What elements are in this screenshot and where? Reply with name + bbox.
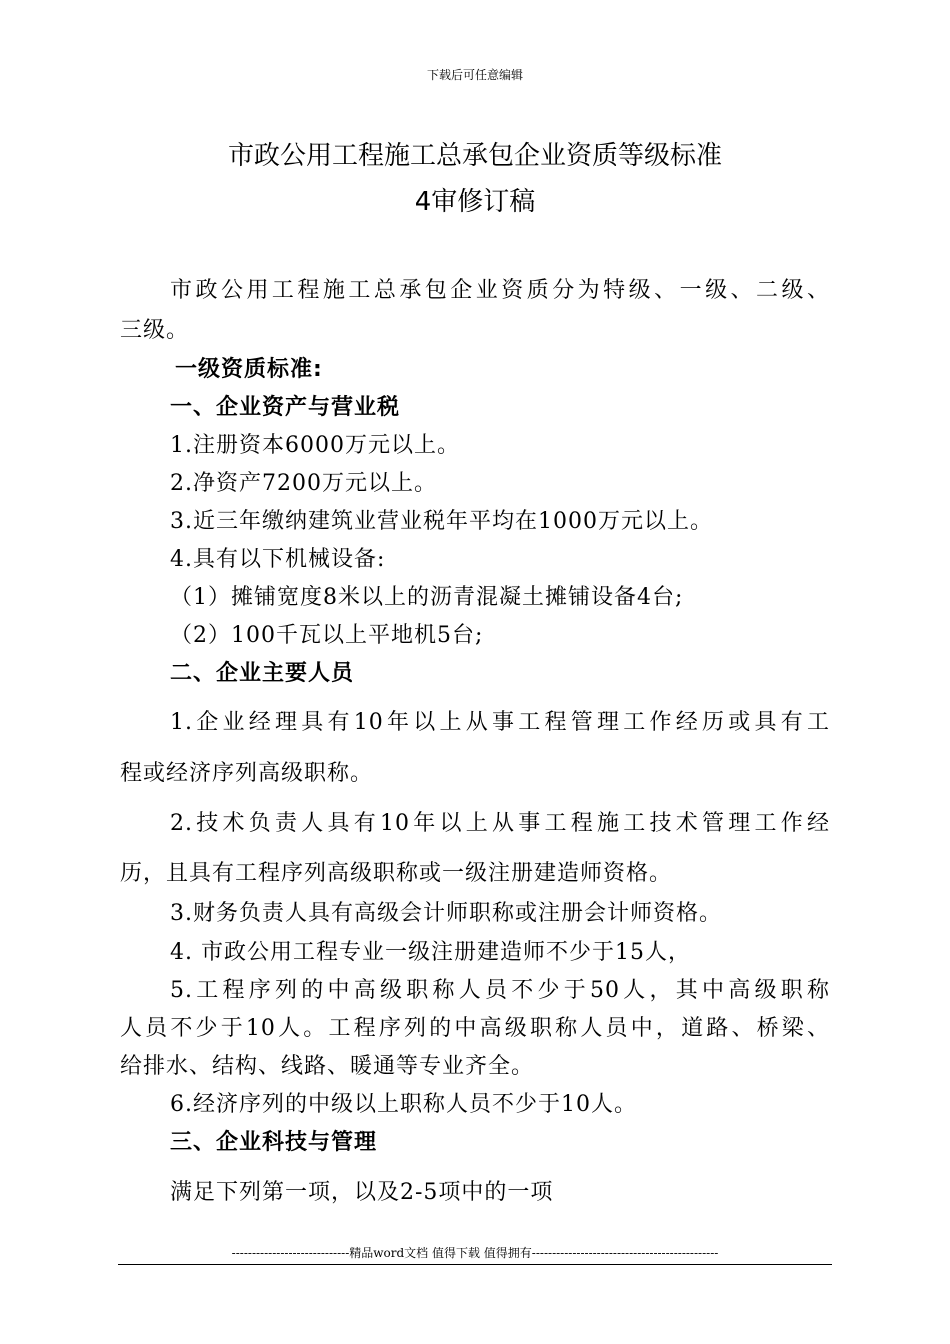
section2-item2-line-1: 2.技术负责人具有10年以上从事工程施工技术管理工作经 (170, 811, 830, 836)
section1-item-5: （1）摊铺宽度8米以上的沥青混凝土摊铺设备4台; (170, 585, 684, 610)
section1-item-4: 4.具有以下机械设备: (170, 547, 386, 572)
footer-text: -----------------------------精品word文档 值得下载 值得拥有---------------------------------------------- (231, 1246, 719, 1260)
level-heading: 一级资质标准: (175, 357, 323, 382)
section2-item2-line-2: 历，且具有工程序列高级职称或一级注册建造师资格。 (120, 861, 673, 886)
section2-item-3: 3.财务负责人具有高级会计师职称或注册会计师资格。 (170, 901, 722, 926)
section1-item-6: （2）100千瓦以上平地机5台; (170, 623, 484, 648)
section2-item5-line-1: 5.工程序列的中高级职称人员不少于50人，其中高级职称 (170, 978, 830, 1003)
section2-heading: 二、企业主要人员 (170, 661, 355, 686)
section1-heading: 一、企业资产与营业税 (170, 395, 401, 420)
document-title: 市政公用工程施工总承包企业资质等级标准 (227, 141, 722, 171)
intro-line-1: 市政公用工程施工总承包企业资质分为特级、一级、二级、 (170, 278, 830, 303)
section1-item-3: 3.近三年缴纳建筑业营业税年平均在1000万元以上。 (170, 509, 713, 534)
section2-item-4: 4. 市政公用工程专业一级注册建造师不少于15人， (170, 940, 691, 965)
section2-item5-line-2: 人员不少于10人。工程序列的中高级职称人员中，道路、桥梁、 (120, 1016, 830, 1041)
section3-heading: 三、企业科技与管理 (170, 1130, 378, 1155)
section2-item1-line-1: 1.企业经理具有10年以上从事工程管理工作经历或具有工 (170, 710, 830, 735)
section3-line-1: 满足下列第一项，以及2-5项中的一项 (170, 1180, 554, 1205)
header-note: 下载后可任意编辑 (426, 68, 523, 82)
section2-item1-line-2: 程或经济序列高级职称。 (120, 761, 374, 786)
footer-divider (118, 1264, 832, 1265)
section1-item-1: 1.注册资本6000万元以上。 (170, 433, 460, 458)
section2-item5-line-3: 给排水、结构、线路、暖通等专业齐全。 (120, 1054, 535, 1079)
section1-item-2: 2.净资产7200万元以上。 (170, 471, 437, 496)
section2-item-6: 6.经济序列的中级以上职称人员不少于10人。 (170, 1092, 637, 1117)
document-subtitle: 4审修订稿 (414, 187, 536, 217)
intro-line-2: 三级。 (120, 318, 190, 343)
